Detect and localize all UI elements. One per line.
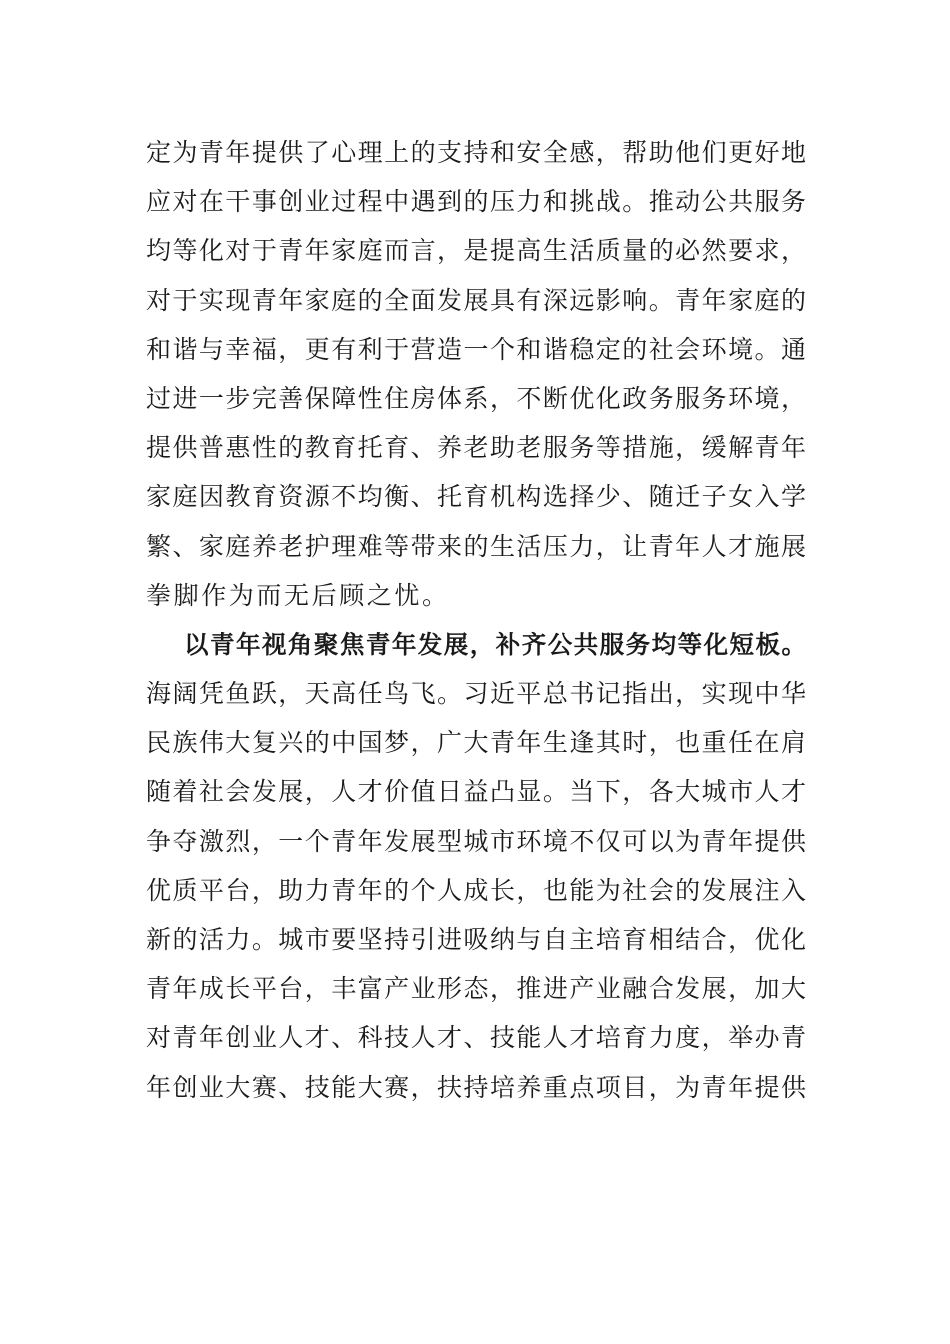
- text-line: 和谐与幸福，更有利于营造一个和谐稳定的社会环境。通: [146, 334, 806, 364]
- paragraph-1: [146, 128, 806, 620]
- text-line: 随着社会发展，人才价值日益凸显。当下，各大城市人才: [146, 777, 806, 807]
- text-line: 提供普惠性的教育托育、养老助老服务等措施，缓解青年: [146, 433, 806, 463]
- text-line: 民族伟大复兴的中国梦，广大青年生逢其时，也重任在肩: [146, 728, 806, 758]
- document-body: [146, 128, 806, 1112]
- text-line: 繁、家庭养老护理难等带来的生活压力，让青年人才施展: [146, 531, 806, 561]
- paragraph-2: [146, 669, 806, 1112]
- text-line: 争夺激烈，一个青年发展型城市环境不仅可以为青年提供: [146, 826, 806, 856]
- text-line: 过进一步完善保障性住房体系，不断优化政务服务环境，: [146, 383, 806, 413]
- text-line: 对于实现青年家庭的全面发展具有深远影响。青年家庭的: [146, 285, 806, 315]
- text-line: 对青年创业人才、科技人才、技能人才培育力度，举办青: [146, 1023, 806, 1053]
- text-line: 优质平台，助力青年的个人成长，也能为社会的发展注入: [146, 875, 806, 905]
- text-line: 拳脚作为而无后顾之忧。: [146, 580, 450, 610]
- text-line: 应对在干事创业过程中遇到的压力和挑战。推动公共服务: [146, 187, 806, 217]
- text-line: 青年成长平台，丰富产业形态，推进产业融合发展，加大: [146, 974, 806, 1004]
- section-heading: 以青年视角聚焦青年发展，补齐公共服务均等化短板。: [184, 629, 806, 659]
- text-line: 海阔凭鱼跃，天高任鸟飞。习近平总书记指出，实现中华: [146, 679, 806, 709]
- text-line: 定为青年提供了心理上的支持和安全感，帮助他们更好地: [146, 138, 806, 167]
- text-line: 新的活力。城市要坚持引进吸纳与自主培育相结合，优化: [146, 925, 806, 954]
- text-line: 年创业大赛、技能大赛，扶持培养重点项目，为青年提供: [146, 1072, 806, 1102]
- text-line: 均等化对于青年家庭而言，是提高生活质量的必然要求，: [146, 236, 806, 266]
- text-line: 家庭因教育资源不均衡、托育机构选择少、随迁子女入学: [146, 482, 806, 512]
